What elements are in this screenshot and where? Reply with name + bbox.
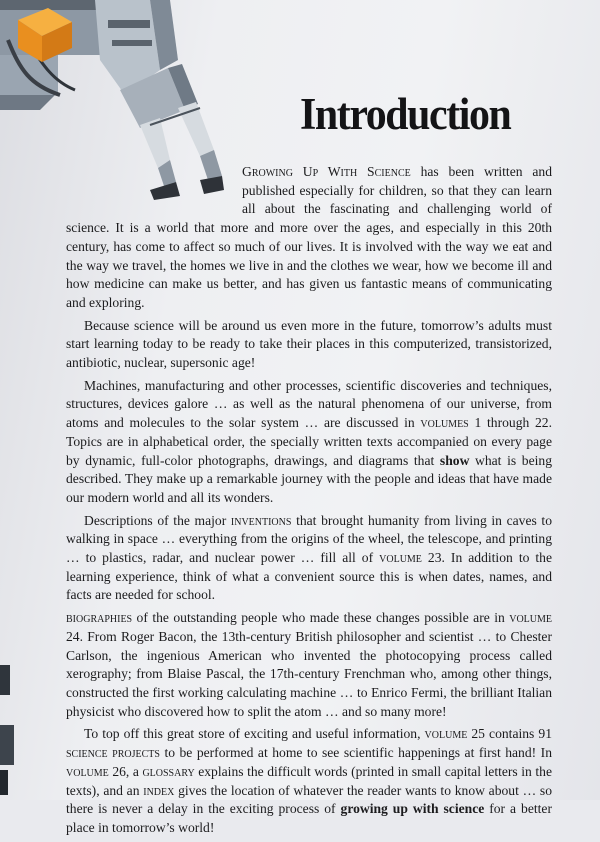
paragraph-4: Descriptions of the major inventions that brought humanity from living in caves to walking in space … everything from the origins of the wheel, the telescope, and printing … to plastics, radar, and nuclear power … fill all of volume 23. In addition to the learning experience, think of what a convenient source this is when dates, names, and facts are needed for school. bbox=[66, 512, 552, 603]
intro-text bbox=[66, 163, 552, 842]
paragraph-5: biographies of the outstanding people who made these changes possible are in volume 24. From Roger Bacon, the 13th-century British philosopher and scientist … to Chester Carlson, the ingenious American who invented the photocopying process called xerography; from Blaise Pascal, the 17th-century Frenchman who, among other things, constructed the first working calculating machine … to Enrico Fermi, the brilliant Italian physicist who discovered how to split the atom … and so many more! bbox=[66, 610, 552, 719]
paragraph-6: To top off this great store of exciting and useful information, volume 25 contains 91 science projects to be performed at home to see scientific happenings at first hand! In volume 26, a glossary explains the difficult words (printed in small capital letters in the texts), and an index gives the location of whatever the reader wants to know about … so there is never a delay in the exciting process of growing up with science for a better place in tomorrow’s world! bbox=[66, 726, 552, 835]
paragraph-2: Because science will be around us even more in the future, tomorrow’s adults must start learning today to be ready to take their places in this computerized, transistorized, antibiotic, nuclear, supersonic age! bbox=[66, 317, 552, 371]
page-title: Introduction bbox=[300, 89, 511, 139]
book-title-lead: Growing Up With Science bbox=[242, 164, 411, 179]
machine-fragment-illustration bbox=[0, 655, 18, 800]
paragraph-1: Growing Up With Science has been written and published especially for children, so that they can learn all about the fascinating and challenging world of science. It is a world that more and more over the ages, and especially in this 20th century, has come to affect so much of our lives. It is involved with the way we eat and the way we travel, the homes we live in and the clothes we wear, how we become ill and how medicine can make us better, and has given us fantastic means of communicating and exploring. bbox=[66, 164, 552, 310]
paragraph-3: Machines, manufacturing and other processes, scientific discoveries and techniques, structures, devices galore … as well as the natural phenomena of our universe, from atoms and molecules to the solar system … are discussed in volumes 1 through 22. Topics are in alphabetical order, the specially written texts accompanied on every page by dynamic, full-color photographs, drawings, and diagrams that show what is being described. They make up a remarkable journey with the people and ideas that have made our modern world and all its wonders. bbox=[66, 377, 552, 505]
